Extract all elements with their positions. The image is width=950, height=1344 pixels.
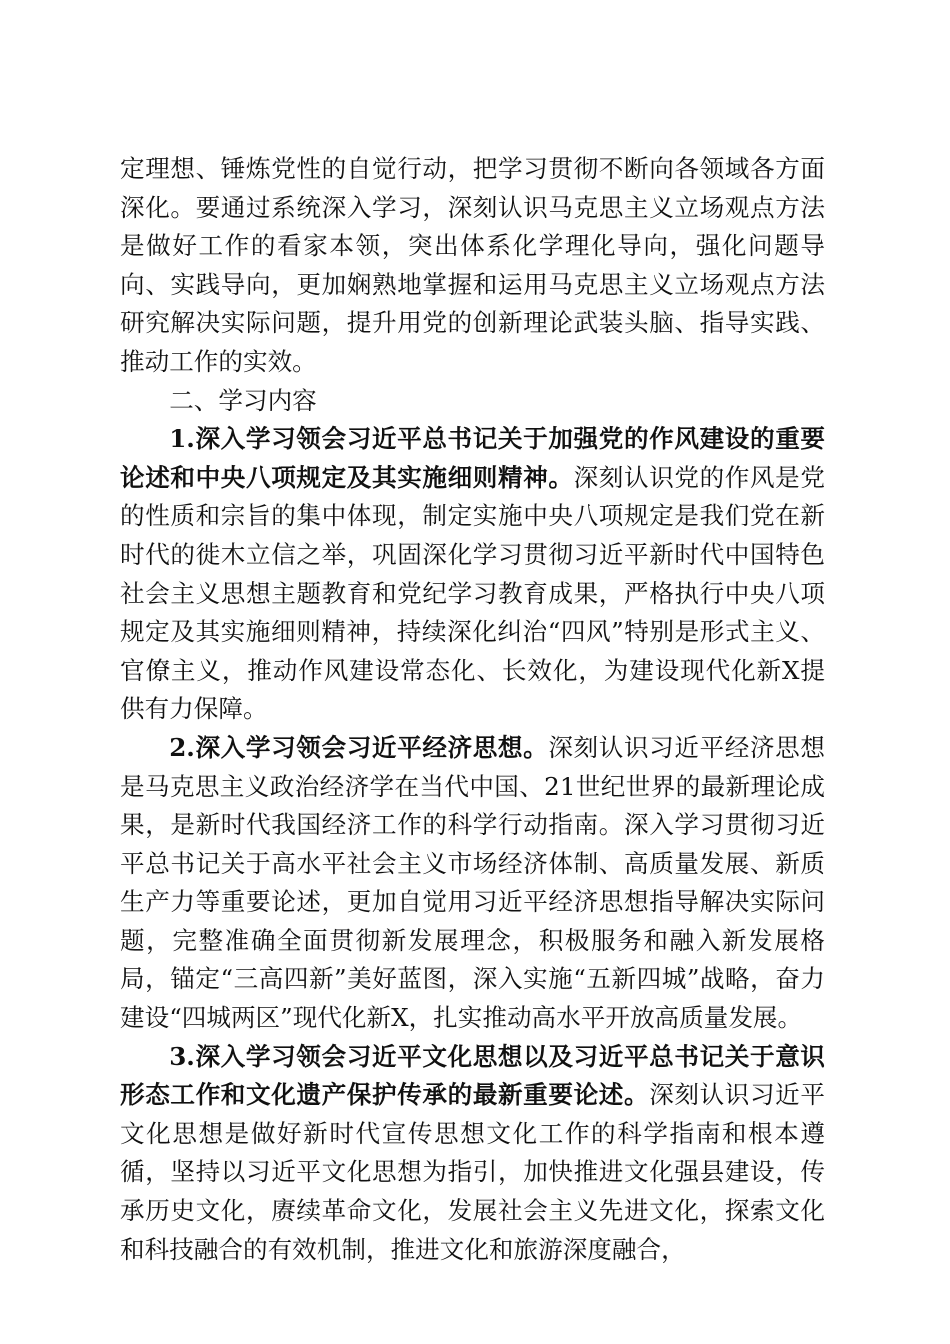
study-item-3-title: 3.深入学习领会习近平文化思想以及习近平总书记关于意识形态工作和文化遗产保护传承的最新重要论述。 [120, 1041, 825, 1110]
document-body [120, 150, 825, 1269]
study-item-2-text: 深刻认识习近平经济思想是马克思主义政治经济学在当代中国、21世纪世界的最新理论成果，是新时代我国经济工作的科学行动指南。深入学习贯彻习近平总书记关于高水平社会主义市场经济体制、高质量发展、新质生产力等重要论述，更加自觉用习近平经济思想指导解决实际问题，完整准确全面贯彻新发展理念，积极服务和融入新发展格局，锚定“三高四新”美好蓝图，深入实施“五新四城”战略，奋力建设“四城两区”现代化新X，扎实推动高水平开放高质量发展。 [120, 732, 825, 1033]
intro-paragraph: 定理想、锤炼党性的自觉行动，把学习贯彻不断向各领域各方面深化。要通过系统深入学习，深刻认识马克思主义立场观点方法是做好工作的看家本领，突出体系化学理化导向，强化问题导向、实践导向，更加娴熟地掌握和运用马克思主义立场观点方法研究解决实际问题，提升用党的创新理论武装头脑、指导实践、推动工作的实效。 [120, 154, 825, 376]
study-item-2 [120, 729, 825, 1038]
study-item-1 [120, 420, 825, 729]
study-item-2-title: 2.深入学习领会习近平经济思想。 [169, 732, 549, 762]
section-heading: 二、学习内容 [169, 385, 317, 415]
study-item-1-text: 深刻认识党的作风是党的性质和宗旨的集中体现，制定实施中央八项规定是我们党在新时代的徙木立信之举，巩固深化学习贯彻习近平新时代中国特色社会主义思想主题教育和党纪学习教育成果，严格执行中央八项规定及其实施细则精神，持续深化纠治“四风”特别是形式主义、官僚主义，推动作风建设常态化、长效化，为建设现代化新X提供有力保障。 [120, 462, 825, 724]
study-item-1-title: 1.深入学习领会习近平总书记关于加强党的作风建设的重要论述和中央八项规定及其实施细则精神。 [120, 424, 825, 492]
study-item-3 [120, 1038, 825, 1270]
study-item-3-text: 深刻认识习近平文化思想是做好新时代宣传思想文化工作的科学指南和根本遵循，坚持以习近平文化思想为指引，加快推进文化强县建设，传承历史文化，赓续革命文化，发展社会主义先进文化，探索文化和科技融合的有效机制，推进文化和旅游深度融合， [120, 1080, 825, 1264]
